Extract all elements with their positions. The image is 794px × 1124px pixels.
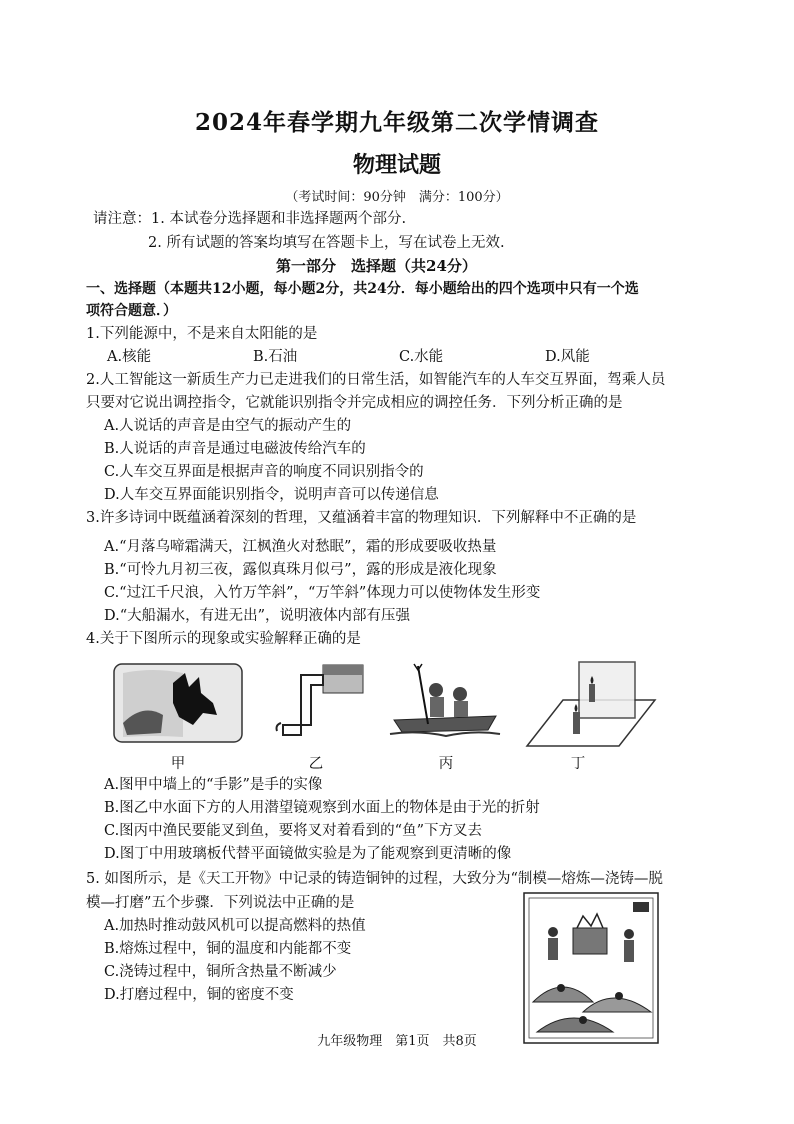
notice-label: 请注意： xyxy=(93,211,151,227)
exam-info: （考试时间：90分钟 满分：100分） xyxy=(285,190,509,205)
q2-option-d: D.人车交互界面能识别指令，说明声音可以传递信息 xyxy=(104,487,439,503)
q5-option-c: C.浇铸过程中，铜所含热量不断减少 xyxy=(104,964,337,980)
figure-label-jia: 甲 xyxy=(170,756,186,772)
q4-option-a: A.图甲中墙上的“手影”是手的实像 xyxy=(104,777,323,793)
figure-ding-glass-plate xyxy=(523,660,658,750)
q3-option-c: C.“过江千尺浪，入竹万竿斜”，“万竿斜”体现力可以使物体发生形变 xyxy=(104,585,541,601)
figure-jia-hand-shadow xyxy=(113,663,243,743)
q1-option-c: C.水能 xyxy=(399,349,444,365)
q1-option-b: B.石油 xyxy=(253,349,298,365)
q1-stem: 1.下列能源中，不是来自太阳能的是 xyxy=(86,326,318,342)
q2-option-a: A.人说话的声音是由空气的振动产生的 xyxy=(104,418,352,434)
q5-option-b: B.熔炼过程中，铜的温度和内能都不变 xyxy=(104,941,352,957)
q4-option-d: D.图丁中用玻璃板代替平面镜做实验是为了能观察到更清晰的像 xyxy=(104,846,512,862)
figure-tiangong-kaiwu-bell-casting xyxy=(523,892,659,1044)
q3-option-a: A.“月落乌啼霜满天，江枫渔火对愁眠”，霜的形成要吸收热量 xyxy=(104,539,497,555)
q2-option-c: C.人车交互界面是根据声音的响度不同识别指令的 xyxy=(104,464,424,480)
subject-title: 物理试题 xyxy=(352,152,441,178)
q1-option-d: D.风能 xyxy=(545,349,590,365)
q5-stem-2: 模—打磨”五个步骤．下列说法中正确的是 xyxy=(86,895,355,911)
q4-option-c: C.图丙中渔民要能叉到鱼，要将叉对着看到的“鱼”下方叉去 xyxy=(104,823,483,839)
notice-item-2: 2. 所有试题的答案均填写在答题卡上，写在试卷上无效. xyxy=(148,235,505,251)
q3-option-d: D.“大船漏水，有进无出”，说明液体内部有压强 xyxy=(104,608,411,624)
part1-instruction-2: 项符合题意．） xyxy=(86,303,177,319)
q3-stem: 3.许多诗词中既蕴涵着深刻的哲理，又蕴涵着丰富的物理知识．下列解释中不正确的是 xyxy=(86,510,637,526)
figure-yi-periscope xyxy=(273,663,365,748)
q5-stem-1: 5. 如图所示，是《天工开物》中记录的铸造铜钟的过程，大致分为“制模—熔炼—浇铸—脱 xyxy=(86,871,663,887)
q1-option-a: A.核能 xyxy=(107,349,152,365)
q5-option-d: D.打磨过程中，铜的密度不变 xyxy=(104,987,294,1003)
q2-option-b: B.人说话的声音是通过电磁波传给汽车的 xyxy=(104,441,366,457)
q4-stem: 4.关于下图所示的现象或实验解释正确的是 xyxy=(86,631,361,647)
notice xyxy=(93,210,406,228)
figure-label-ding: 丁 xyxy=(570,756,586,772)
part1-instruction-1: 一、选择题（本题共12小题，每小题2分，共24分．每小题给出的四个选项中只有一个选 xyxy=(86,281,639,297)
part1-heading: 第一部分 选择题（共24分） xyxy=(276,257,477,275)
q3-option-b: B.“可怜九月初三夜，露似真珠月似弓”，露的形成是液化现象 xyxy=(104,562,497,578)
figure-label-yi: 乙 xyxy=(308,756,324,772)
q2-stem-1: 2.人工智能这一新质生产力已走进我们的日常生活，如智能汽车的人车交互界面，驾乘人员 xyxy=(86,372,666,388)
q2-stem-2: 只要对它说出调控指令，它就能识别指令并完成相应的调控任务．下列分析正确的是 xyxy=(86,395,623,411)
figure-label-bing: 丙 xyxy=(438,756,454,772)
q1-options xyxy=(107,348,691,366)
exam-title: 2024年春学期九年级第二次学情调查 xyxy=(194,109,599,136)
notice-item-1: 1. 本试卷分选择题和非选择题两个部分. xyxy=(151,211,407,227)
figure-bing-fisherman xyxy=(388,660,503,745)
page-footer: 九年级物理 第1页 共8页 xyxy=(317,1034,477,1049)
q5-option-a: A.加热时推动鼓风机可以提高燃料的热值 xyxy=(104,918,366,934)
q4-option-b: B.图乙中水面下方的人用潜望镜观察到水面上的物体是由于光的折射 xyxy=(104,800,540,816)
